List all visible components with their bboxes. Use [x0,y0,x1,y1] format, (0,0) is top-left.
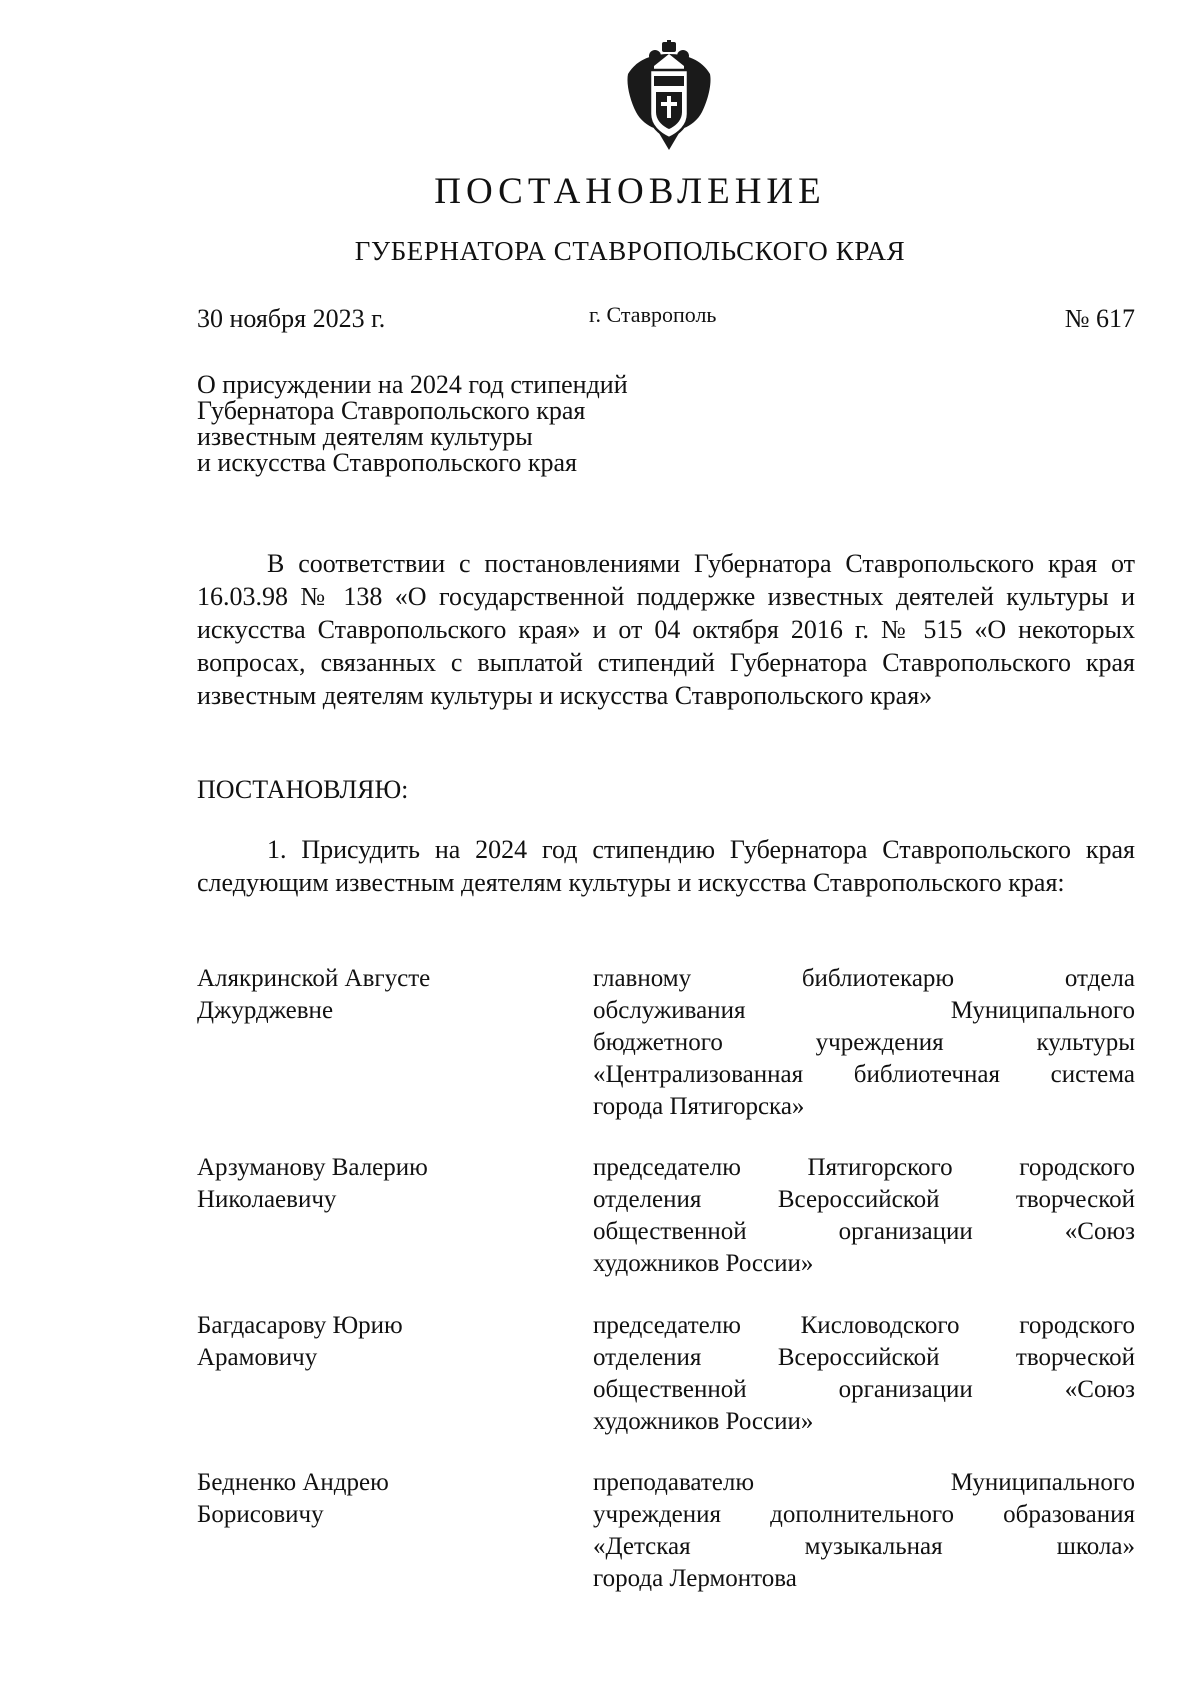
document-date: 30 ноября 2023 г. [197,304,386,333]
recipient-role-line: обслуживания Муниципального [593,997,1135,1024]
item-1-paragraph: 1. Присудить на 2024 год стипендию Губернатора Ставропольского края следующим известным деятелям культуры и искусства Ставропольского края: [197,835,1135,897]
recipient-role-line: председателю Кисловодского городского [593,1312,1135,1339]
recipient-name-line: Алякринской Августе [197,965,431,992]
recipient-role-line: города Лермонтова [593,1565,797,1592]
subject-line: Губернатора Ставропольского края [197,396,586,425]
document-issuer: ГУБЕРНАТОРА СТАВРОПОЛЬСКОГО КРАЯ [354,236,906,266]
recipient-name [197,1310,537,1374]
recipient-name-line: Борисовичу [197,1501,324,1528]
recipient-role-line: отделения Всероссийской творческой [593,1344,1135,1371]
recipient-role-line: «Детская музыкальная школа» [593,1533,1135,1560]
recipient-name [197,963,537,1027]
subject-line: О присуждении на 2024 год стипендий [197,370,628,399]
preamble-paragraph: В соответствии с постановлениями Губернатора Ставропольского края от 16.03.98 № 138 «О государственной поддержке известных деятелей культуры и искусства Ставропольского края» и от 04 октября 2016 г. № 515 «О некоторых вопросах, связанных с выплатой стипендий Губернатора Ставропольского края известным деятелям культуры и искусства Ставропольского края» [197,549,1135,710]
recipient-role-line: бюджетного учреждения культуры [593,1029,1135,1056]
recipient-role [593,1467,1135,1595]
recipient-role [593,1310,1135,1438]
recipient-role-line: художников России» [593,1250,814,1277]
recipient-role-line: учреждения дополнительного образования [593,1501,1135,1528]
recipient-role-line: общественной организации «Союз [593,1218,1135,1245]
recipient-role-line: «Централизованная библиотечная система [593,1061,1135,1088]
recipient-role-line: председателю Пятигорского городского [593,1154,1135,1181]
subject-line: известным деятелям культуры [197,422,533,451]
document-subject [197,372,628,476]
recipient-name-line: Багдасарову Юрию [197,1312,403,1339]
subject-line: и искусства Ставропольского края [197,448,577,477]
recipient-name [197,1152,537,1216]
document-place: г. Ставрополь [589,302,717,327]
recipient-name-line: Бедненко Андрею [197,1469,389,1496]
document-number: № 617 [1064,304,1135,333]
recipient-name-line: Арамовичу [197,1344,318,1371]
recipient-name-line: Арзуманову Валерию [197,1154,428,1181]
recipient-role [593,1152,1135,1280]
recipient-role-line: города Пятигорска» [593,1093,805,1120]
coat-of-arms-emblem [622,40,716,152]
recipient-role-line: отделения Всероссийской творческой [593,1186,1135,1213]
recipient-role-line: общественной организации «Союз [593,1376,1135,1403]
recipient-role [593,963,1135,1123]
document-type-title: ПОСТАНОВЛЕНИЕ [434,171,826,212]
recipient-role-line: главному библиотекарю отдела [593,965,1135,992]
recipient-name-line: Джурджевне [197,997,334,1024]
recipient-name [197,1467,537,1531]
recipient-role-line: художников России» [593,1408,814,1435]
decree-word: ПОСТАНОВЛЯЮ: [197,775,409,804]
recipient-name-line: Николаевичу [197,1186,337,1213]
recipient-role-line: преподавателю Муниципального [593,1469,1135,1496]
